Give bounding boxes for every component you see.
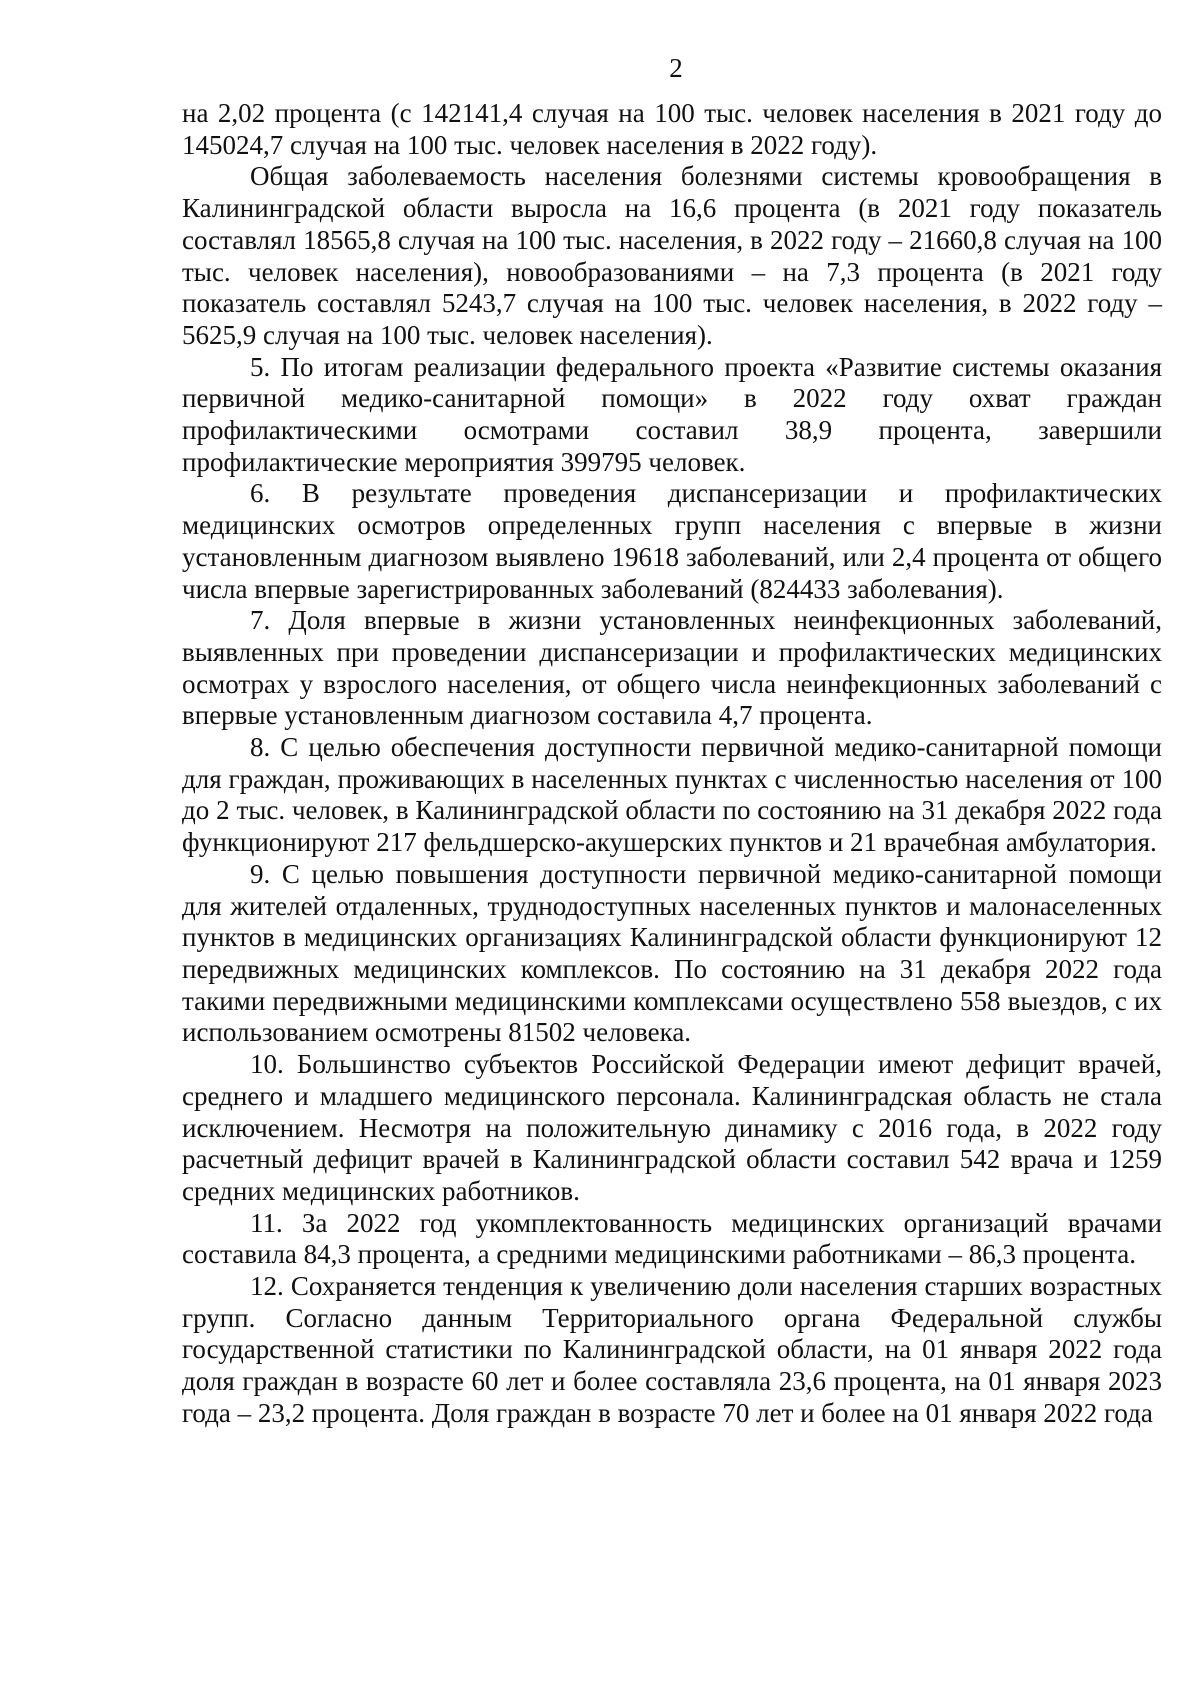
paragraph-item-7: 7. Доля впервые в жизни установленных неинфекционных заболеваний, выявленных при проведении диспансеризации и профилактических медицинских осмотрах у взрослого населения, от общего числа неинфекционных заболеваний с впервые установленным диагнозом составила 4,7 процента.: [182, 605, 1162, 731]
paragraph-item-9: 9. С целью повышения доступности первичной медико-санитарной помощи для жителей отдаленных, труднодоступных населенных пунктов и малонаселенных пунктов в медицинских организациях Калининградской области функционируют 12 передвижных медицинских комплексов. По состоянию на 31 декабря 2022 года такими передвижными медицинскими комплексами осуществлено 558 выездов, с их использованием осмотрены 81502 человека.: [182, 858, 1162, 1048]
paragraph-circulatory-morbidity: Общая заболеваемость населения болезнями системы кровообращения в Калининградской области выросла на 16,6 процента (в 2021 году показатель составлял 18565,8 случая на 100 тыс. населения, в 2022 году – 21660,8 случая на 100 тыс. человек населения), новообразованиями – на 7,3 процента (в 2021 году показатель составлял 5243,7 случая на 100 тыс. человек населения, в 2022 году – 5625,9 случая на 100 тыс. человек населения).: [182, 161, 1162, 350]
paragraph-item-11: 11. За 2022 год укомплектованность медицинских организаций врачами составила 84,3 процента, а средними медицинскими работниками – 86,3 процента.: [182, 1207, 1162, 1270]
paragraph-item-8: 8. С целью обеспечения доступности первичной медико-санитарной помощи для граждан, проживающих в населенных пунктах с численностью населения от 100 до 2 тыс. человек, в Калининградской области по состоянию на 31 декабря 2022 года функционируют 217 фельдшерско-акушерских пунктов и 21 врачебная амбулатория.: [182, 732, 1162, 858]
paragraph-item-6: 6. В результате проведения диспансеризации и профилактических медицинских осмотров определенных групп населения с впервые в жизни установленным диагнозом выявлено 19618 заболеваний, или 2,4 процента от общего числа впервые зарегистрированных заболеваний (824433 заболевания).: [182, 478, 1162, 604]
paragraph-item-12: 12. Сохраняется тенденция к увеличению доли населения старших возрастных групп. Согласно данным Территориального органа Федеральной службы государственной статистики по Калининградской области, на 01 января 2022 года доля граждан в возрасте 60 лет и более составляла 23,6 процента, на 01 января 2023 года – 23,2 процента. Доля граждан в возрасте 70 лет и более на 01 января 2022 года: [182, 1271, 1162, 1428]
paragraph-continuation: на 2,02 процента (с 142141,4 случая на 100 тыс. человек населения в 2021 году до 145024,7 случая на 100 тыс. человек населения в 2022 году).: [182, 98, 1162, 160]
paragraph-item-5: 5. По итогам реализации федерального проекта «Развитие системы оказания первичной медико-санитарной помощи» в 2022 году охват граждан профилактическими осмотрами составил 38,9 процента, завершили профилактические мероприятия 399795 человек.: [182, 351, 1162, 477]
document-body: [182, 98, 1162, 1430]
page-number: 2: [669, 53, 683, 83]
paragraph-item-10: 10. Большинство субъектов Российской Федерации имеют дефицит врачей, среднего и младшего медицинского персонала. Калининградская область не стала исключением. Несмотря на положительную динамику с 2016 года, в 2022 году расчетный дефицит врачей в Калининградской области составил 542 врача и 1259 средних медицинских работников.: [182, 1049, 1162, 1206]
